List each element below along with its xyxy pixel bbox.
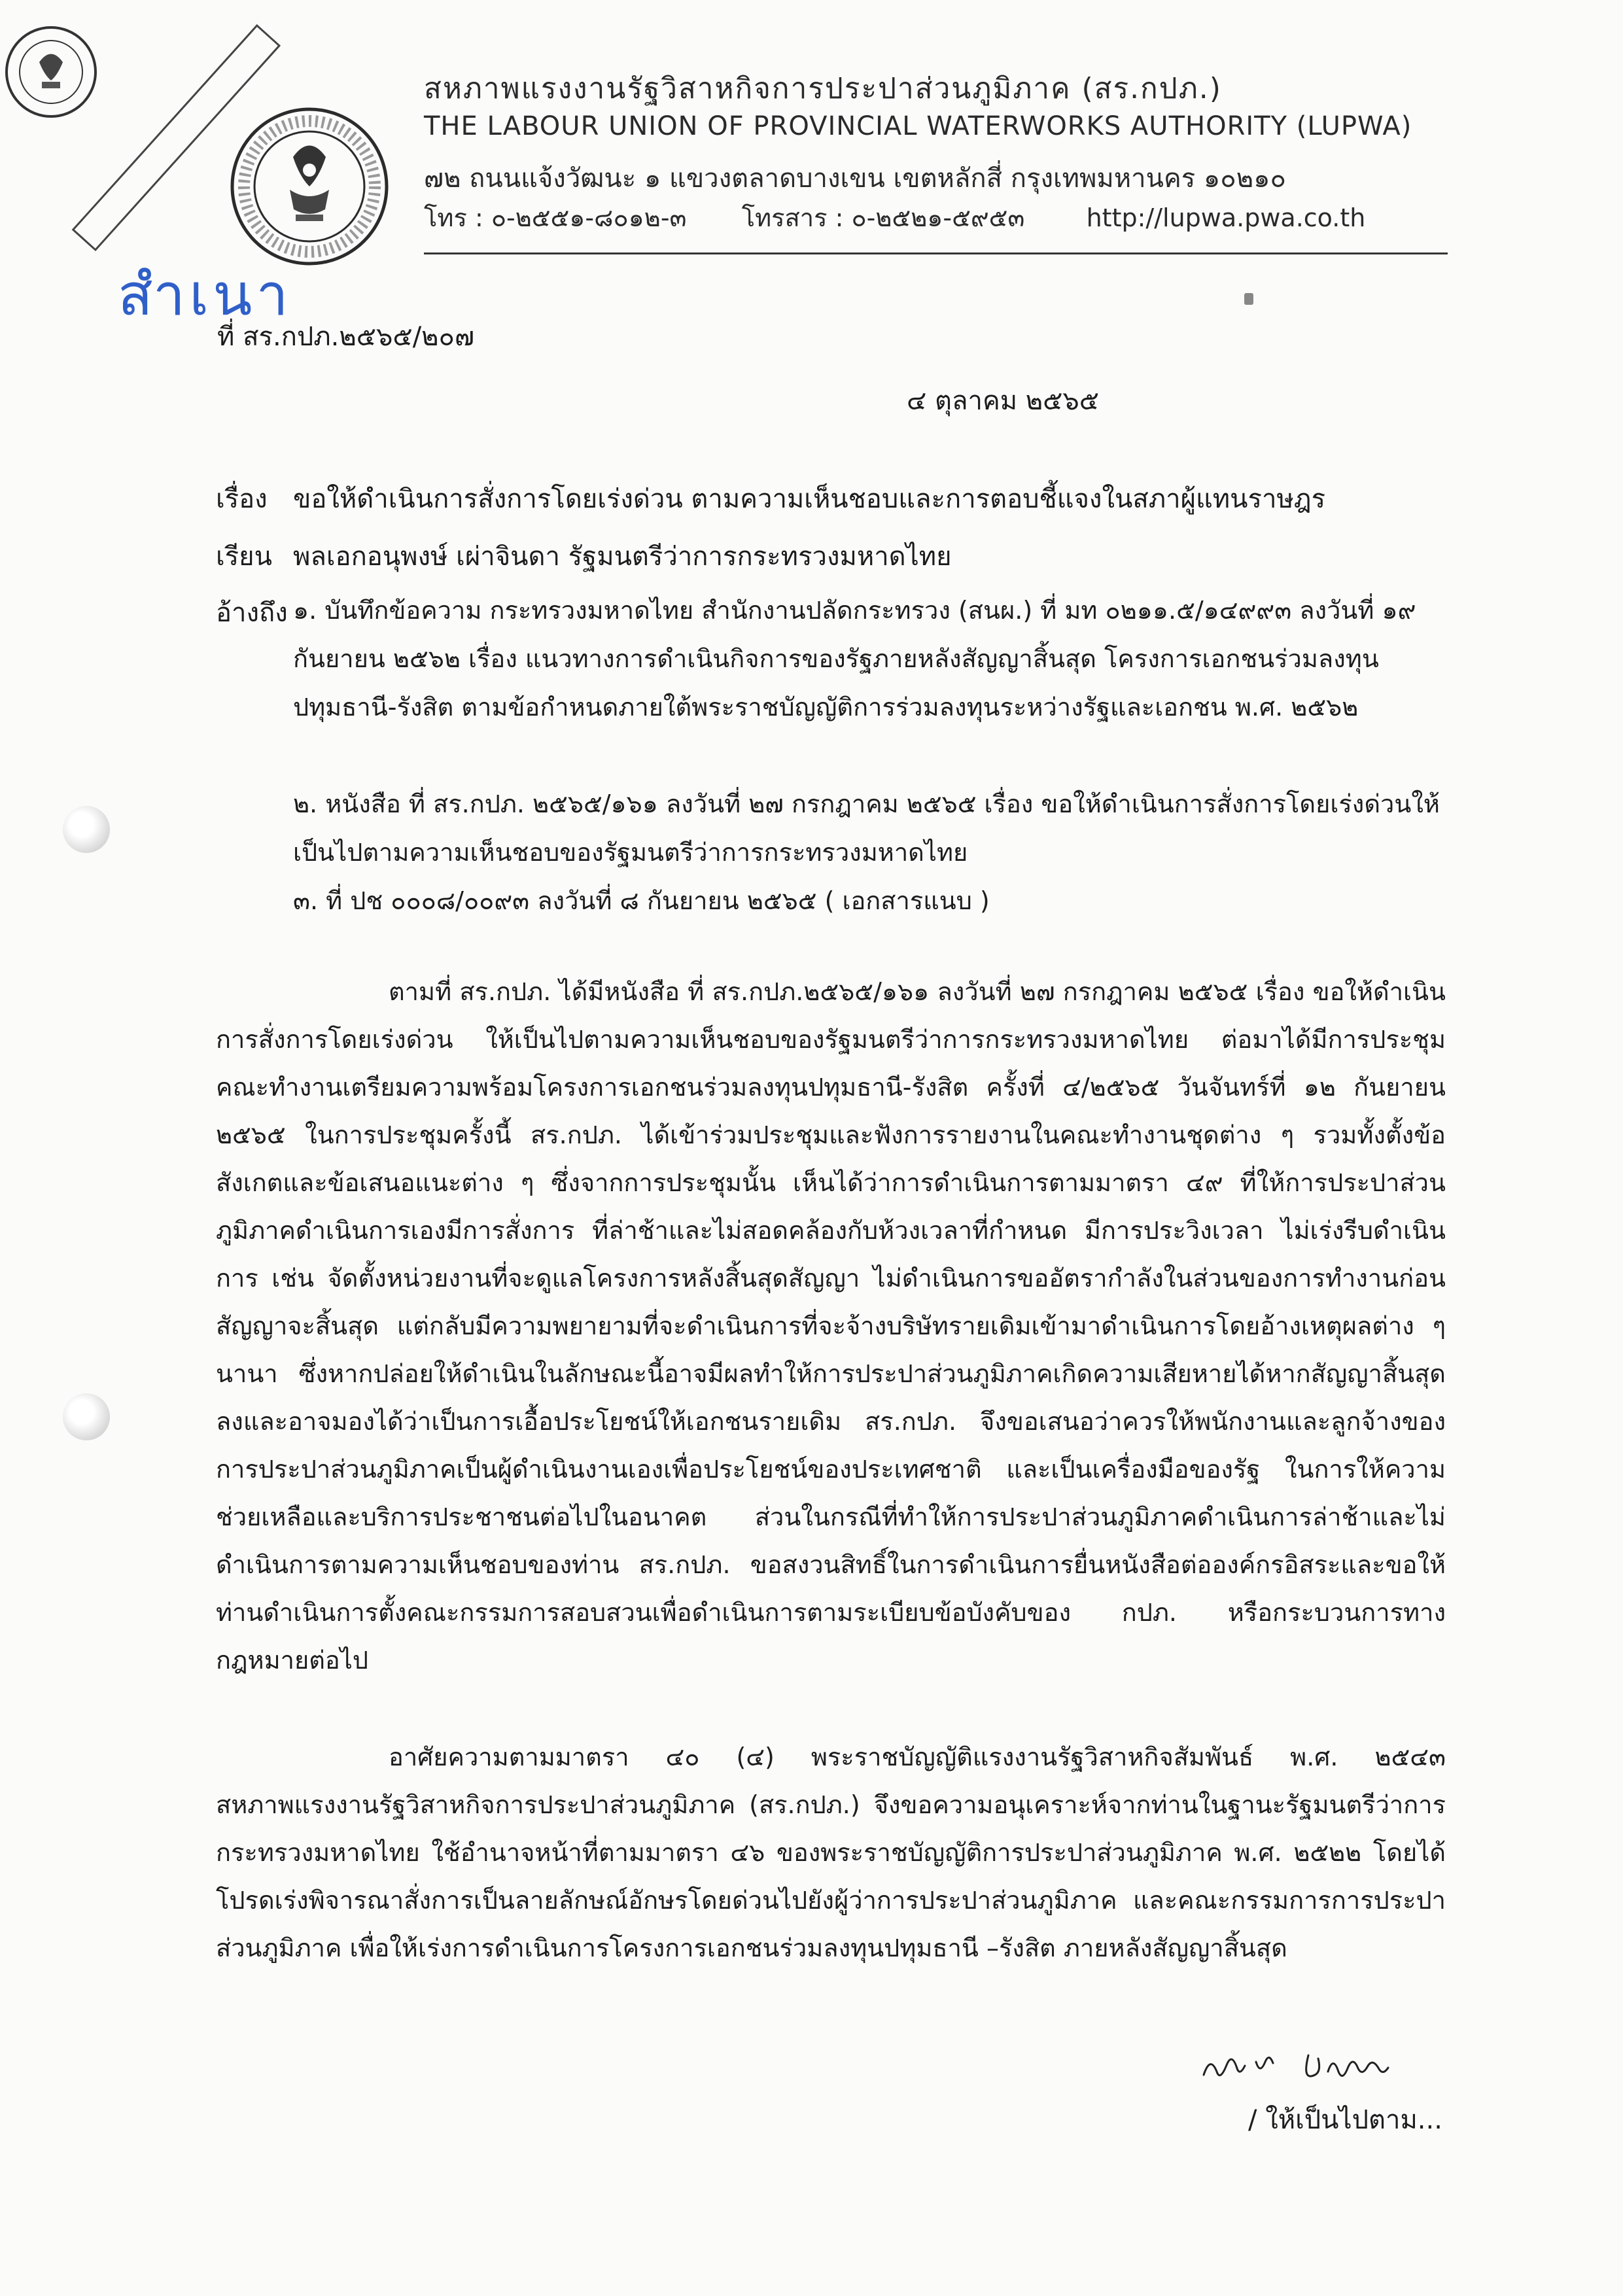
signature-icon xyxy=(1197,2036,1433,2095)
union-logo xyxy=(228,105,391,268)
body-paragraph-2: อาศัยความตามมาตรา ๔๐ (๔) พระราชบัญญัติแรงงานรัฐวิสาหกิจสัมพันธ์ พ.ศ. ๒๕๔๓ สหภาพแรงงานรัฐวิสาหกิจการประปาส่วนภูมิภาค (สร.กปภ.) จึงขอความอนุเคราะห์จากท่านในฐานะรัฐมนตรีว่าการกระทรวงมหาดไทย ใช้อำนาจหน้าที่ตามมาตรา ๔๖ ของพระราชบัญญัติการประปาส่วนภูมิภาค พ.ศ. ๒๕๒๒ โดยได้โปรดเร่งพิจารณาสั่งการเป็นลายลักษณ์อักษรโดยด่วนไปยังผู้ว่าการประปาส่วนภูมิภาค และคณะกรรมการการประปาส่วนภูมิภาค เพื่อให้เร่งการดำเนินการโครงการเอกชนร่วมลงทุนปทุมธานี –รังสิต ภายหลังสัญญาสิ้นสุด xyxy=(216,1743,1446,1962)
punch-hole-top xyxy=(63,806,110,853)
document-date: ๔ ตุลาคม ๒๕๖๕ xyxy=(907,386,1100,416)
scan-speck xyxy=(1244,293,1253,305)
document-number: ที่ สร.กปภ.๒๕๖๕/๒๐๗ xyxy=(217,322,475,352)
addressee-text: พลเอกอนุพงษ์ เผ่าจินดา รัฐมนตรีว่าการกระทรวงมหาดไทย xyxy=(293,542,952,572)
addressee-label: เรียน xyxy=(216,542,272,572)
fax-number: โทรสาร : ๐-๒๕๒๑-๕๙๕๓ xyxy=(741,203,1025,232)
continuation-text: / ให้เป็นไปตาม... xyxy=(1248,2105,1442,2135)
phone-number: โทร : ๐-๒๕๕๑-๘๐๑๒-๓ xyxy=(424,203,687,232)
union-name-english: THE LABOUR UNION OF PROVINCIAL WATERWORKS AUTHORITY (LUPWA) xyxy=(424,111,1412,141)
header-divider xyxy=(424,252,1448,254)
subject-text: ขอให้ดำเนินการสั่งการโดยเร่งด่วน ตามความเห็นชอบและการตอบชี้แจงในสภาผู้แทนราษฎร xyxy=(293,484,1326,514)
reference-item-1: ๑. บันทึกข้อความ กระทรวงมหาดไทย สำนักงานปลัดกระทรวง (สนผ.) ที่ มท ๐๒๑๑.๕/๑๔๙๙๓ ลงวันที่ ๑๙ กันยายน ๒๕๖๒ เรื่อง แนวทางการดำเนินกิจการของรัฐภายหลังสัญญาสิ้นสุด โครงการเอกชนร่วมลงทุนปทุมธานี-รังสิต ตามข้อกำหนดภายใต้พระราชบัญญัติการร่วมลงทุนระหว่างรัฐและเอกชน พ.ศ. ๒๕๖๒ xyxy=(293,596,1416,722)
contact-line xyxy=(424,198,1365,237)
union-address: ๗๒ ถนนแจ้งวัฒนะ ๑ แขวงตลาดบางเขน เขตหลักสี่ กรุงเทพมหานคร ๑๐๒๑๐ xyxy=(424,164,1286,194)
copy-stamp: สำเนา xyxy=(118,261,292,328)
punch-hole-bottom xyxy=(63,1393,110,1440)
reference-item-3: ๓. ที่ ปช ๐๐๐๘/๐๐๙๓ ลงวันที่ ๘ กันยายน ๒๕๖๕ ( เอกสารแนบ ) xyxy=(293,886,990,915)
subject-label: เรื่อง xyxy=(216,484,268,514)
body-paragraph-1: ตามที่ สร.กปภ. ได้มีหนังสือ ที่ สร.กปภ.๒๕๖๕/๑๖๑ ลงวันที่ ๒๗ กรกฎาคม ๒๕๖๕ เรื่อง ขอให้ดำเนินการสั่งการโดยเร่งด่วน ให้เป็นไปตามความเห็นชอบของรัฐมนตรีว่าการกระทรวงมหาดไทย ต่อมาได้มีการประชุมคณะทำงานเตรียมความพร้อมโครงการเอกชนร่วมลงทุนปทุมธานี-รังสิต ครั้งที่ ๔/๒๕๖๕ วันจันทร์ที่ ๑๒ กันยายน ๒๕๖๕ ในการประชุมครั้งนี้ สร.กปภ. ได้เข้าร่วมประชุมและฟังการรายงานในคณะทำงานชุดต่าง ๆ รวมทั้งตั้งข้อสังเกตและข้อเสนอแนะต่าง ๆ ซึ่งจากการประชุมนั้น เห็นได้ว่าการดำเนินการตามมาตรา ๔๙ ที่ให้การประปาส่วนภูมิภาคดำเนินการเองมีการสั่งการ ที่ล่าช้าและไม่สอดคล้องกับห้วงเวลาที่กำหนด มีการประวิงเวลา ไม่เร่งรีบดำเนินการ เช่น จัดตั้งหน่วยงานที่จะดูแลโครงการหลังสิ้นสุดสัญญา ไม่ดำเนินการขออัตรากำลังในส่วนของการทำงานก่อนสัญญาจะสิ้นสุด แต่กลับมีความพยายามที่จะดำเนินการที่จะจ้างบริษัทรายเดิมเข้ามาดำเนินการโดยอ้างเหตุผลต่าง ๆ นานา ซึ่งหากปล่อยให้ดำเนินในลักษณะนี้อาจมีผลทำให้การประปาส่วนภูมิภาคเกิดความเสียหายได้หากสัญญาสิ้นสุดลงและอาจมองได้ว่าเป็นการเอื้อประโยชน์ให้เอกชนรายเดิม สร.กปภ. จึงขอเสนอว่าควรให้พนักงานและลูกจ้างของ การประปาส่วนภูมิภาคเป็นผู้ดำเนินงานเองเพื่อประโยชน์ของประเทศชาติ และเป็นเครื่องมือของรัฐ ในการให้ความช่วยเหลือและบริการประชาชนต่อไปในอนาคต ส่วนในกรณีที่ทำให้การประปาส่วนภูมิภาคดำเนินการล่าช้าและไม่ดำเนินการตามความเห็นชอบของท่าน สร.กปภ. ขอสงวนสิทธิ์ในการดำเนินการยื่นหนังสือต่อองค์กรอิสระและขอให้ท่านดำเนินการตั้งคณะกรรมการสอบสวนเพื่อดำเนินการตามระเบียบข้อบังคับของ กปภ. หรือกระบวนการทางกฎหมายต่อไป xyxy=(216,977,1446,1675)
reference-item-2: ๒. หนังสือ ที่ สร.กปภ. ๒๕๖๕/๑๖๑ ลงวันที่ ๒๗ กรกฎาคม ๒๕๖๕ เรื่อง ขอให้ดำเนินการสั่งการโดยเร่งด่วนให้เป็นไปตามความเห็นชอบของรัฐมนตรีว่าการกระทรวงมหาดไทย xyxy=(293,790,1440,867)
handwritten-signature xyxy=(1197,2036,1433,2097)
references-label: อ้างถึง xyxy=(216,598,288,628)
union-name-thai: สหภาพแรงงานรัฐวิสาหกิจการประปาส่วนภูมิภาค (สร.กปภ.) xyxy=(424,72,1222,105)
union-seal-icon xyxy=(228,105,391,268)
website-link[interactable]: http://lupwa.pwa.co.th xyxy=(1086,203,1366,232)
